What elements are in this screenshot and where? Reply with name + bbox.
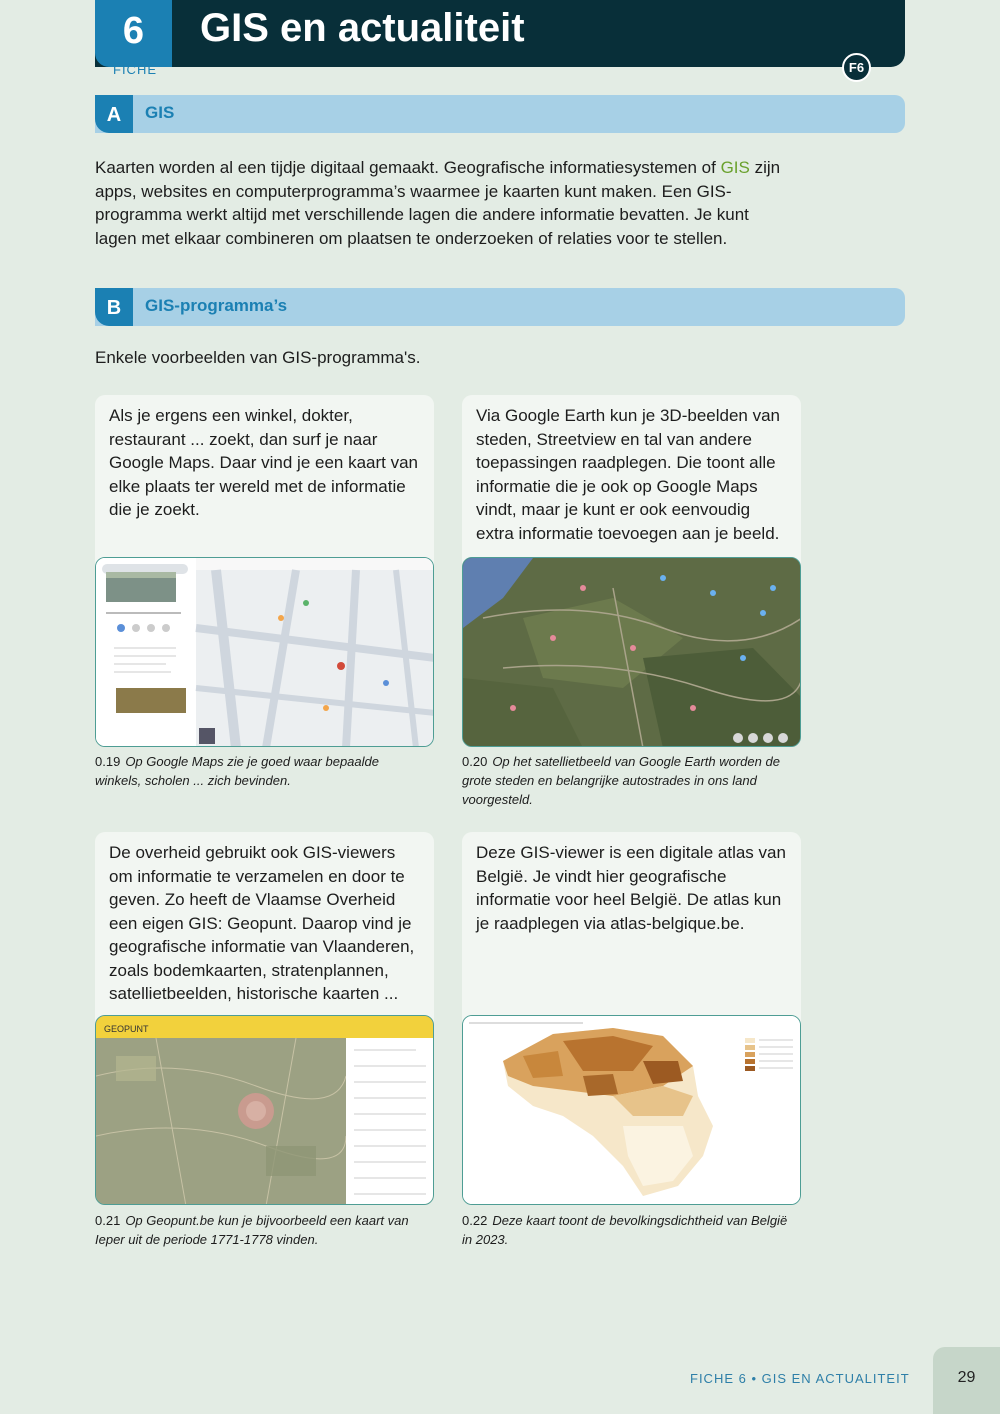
- caption-0-21-text: Op Geopunt.be kun je bijvoorbeeld een kaart van Ieper uit de periode 1771-1778 vinden.: [95, 1213, 409, 1247]
- fiche-badge: F6: [842, 53, 871, 82]
- caption-0-22-text: Deze kaart toont de bevolkingsdichtheid van België in 2023.: [462, 1213, 788, 1247]
- google-maps-illustration: [96, 558, 434, 747]
- geopunt-screenshot: [95, 1015, 434, 1205]
- section-b-bar: [95, 288, 905, 326]
- page-number: 29: [957, 1369, 976, 1386]
- atlas-belgique-screenshot: [462, 1015, 801, 1205]
- fiche-label: FICHE: [113, 62, 157, 77]
- caption-0-22: [462, 1211, 792, 1249]
- google-earth-screenshot: [462, 557, 801, 747]
- fiche-number: 6: [122, 10, 145, 52]
- intro-text-1: Kaarten worden al een tijdje digitaal gemaakt. Geografische informatiesystemen of: [95, 158, 721, 177]
- section-b-letter: B: [95, 288, 133, 326]
- caption-0-20-number: 0.20: [462, 754, 488, 769]
- geopunt-illustration: [96, 1016, 434, 1205]
- caption-0-21: [95, 1211, 415, 1249]
- card-google-earth-text: Via Google Earth kun je 3D-beelden van steden, Streetview en tal van andere toepassingen raadplegen. Die toont alle informatie die je ook op Google Maps vindt, maar je kunt er ook eenvoudig extra informatie toevoegen aan je beeld.: [476, 406, 780, 543]
- card-google-maps-text: Als je ergens een winkel, dokter, restaurant ... zoekt, dan surf je naar Google Maps. Daar vind je een kaart van elke plaats ter wereld met de informatie die je zoekt.: [109, 406, 419, 519]
- caption-0-19-text: Op Google Maps zie je goed waar bepaalde winkels, scholen ... zich bevinden.: [95, 754, 379, 788]
- caption-0-19: [95, 752, 415, 790]
- section-b-title: GIS-programma’s: [145, 296, 288, 315]
- examples-lead: Enkele voorbeelden van GIS-programma's.: [95, 348, 421, 367]
- population-density-map-illustration: [463, 1016, 801, 1205]
- card-atlas-belgique-text: Deze GIS-viewer is een digitale atlas van België. Je vindt hier geografische informatie voor heel België. De atlas kun je raadplegen via atlas-belgique.be.: [476, 843, 786, 933]
- intro-paragraph: [95, 156, 795, 250]
- caption-0-20: [462, 752, 792, 809]
- google-maps-screenshot: [95, 557, 434, 747]
- section-a-bar: [95, 95, 905, 133]
- geopunt-logo: GEOPUNT: [104, 1024, 149, 1034]
- intro-text-2: zijn apps, websites en computerprogramma’s waarmee je kaarten kunt maken. Een GIS-programma werkt altijd met verschillende lagen die andere informatie bevatten. Je kunt lagen met elkaar combineren om plaatsen te onderzoeken of relaties voor te stellen.: [95, 158, 781, 248]
- caption-0-20-text: Op het satellietbeeld van Google Earth worden de grote steden en belangrijke autostrades in ons land voorgesteld.: [462, 754, 780, 807]
- gis-term: GIS: [720, 158, 750, 177]
- footer-running-title: FICHE 6 • GIS EN ACTUALITEIT: [690, 1371, 910, 1386]
- caption-0-22-number: 0.22: [462, 1213, 488, 1228]
- section-a-title: GIS: [145, 103, 175, 122]
- section-a-letter: A: [95, 95, 133, 133]
- google-earth-illustration: [463, 558, 801, 747]
- caption-0-21-number: 0.21: [95, 1213, 121, 1228]
- page-title: GIS en actualiteit: [200, 6, 525, 50]
- caption-0-19-number: 0.19: [95, 754, 121, 769]
- card-geopunt-text: De overheid gebruikt ook GIS-viewers om informatie te verzamelen en door te geven. Zo heeft de Vlaamse Overheid een eigen GIS: Geopunt. Daarop vind je geografische informatie van Vlaanderen, zoals bodemkaarten, stratenplannen, satellietbeelden, historische kaarten ...: [109, 843, 415, 1003]
